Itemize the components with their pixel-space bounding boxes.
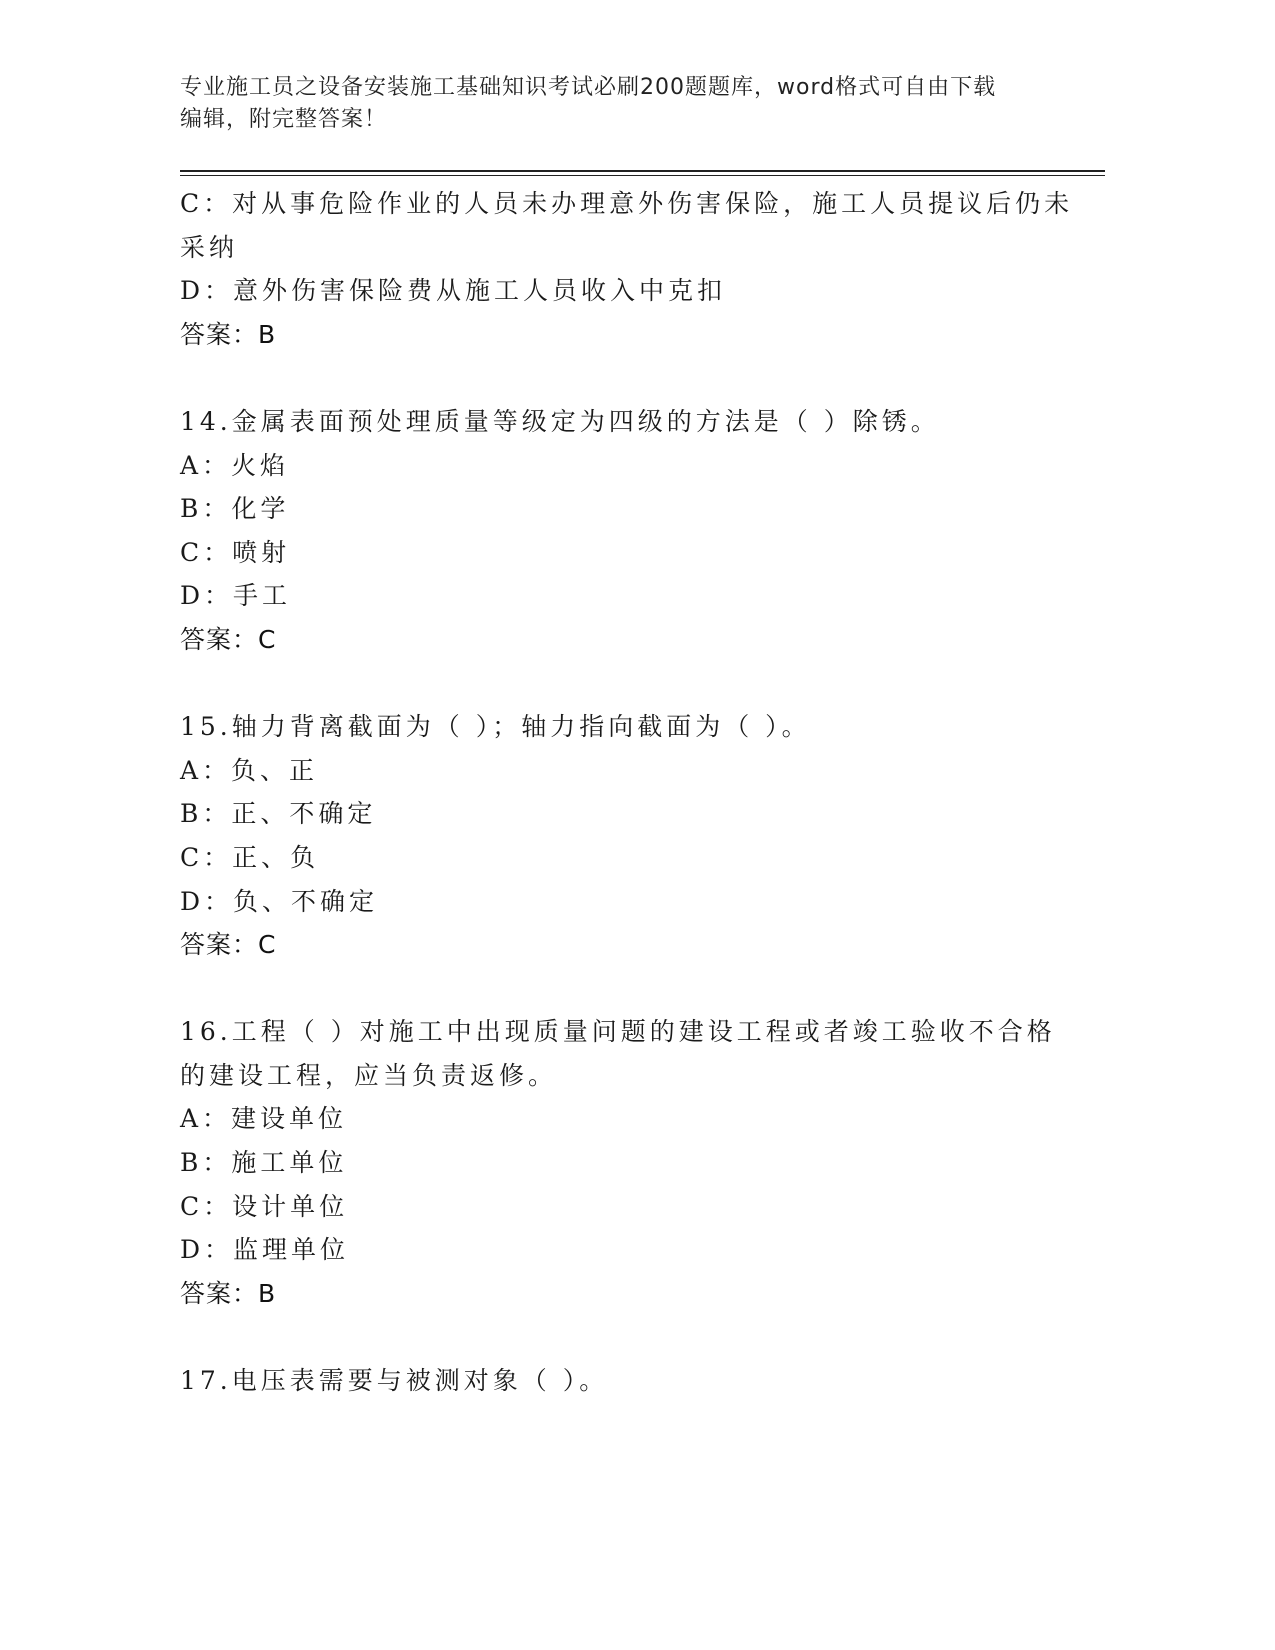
option-b: B：正、不确定: [180, 799, 377, 829]
option-c-line-1: C：对从事危险作业的人员未办理意外伤害保险，施工人员提议后仍未: [180, 189, 1074, 218]
question-text: 14.金属表面预处理质量等级定为四级的方法是（ ）除锈。: [180, 406, 940, 436]
option-c: C：正、负: [180, 842, 320, 872]
question-14: [180, 400, 1080, 662]
option-c: C：喷射: [180, 537, 291, 567]
option-b: B：施工单位: [180, 1148, 348, 1178]
answer: 答案：B: [180, 1278, 277, 1308]
option-d: D：手工: [180, 581, 292, 611]
option-b: B：化学: [180, 494, 290, 524]
question-text-line-1: 16.工程（ ）对施工中出现质量问题的建设工程或者竣工验收不合格: [180, 1017, 1056, 1047]
answer: 答案：B: [180, 319, 277, 349]
question-15: [180, 705, 1080, 967]
answer: 答案：C: [180, 624, 277, 654]
question-text-line-2: 的建设工程，应当负责返修。: [180, 1060, 558, 1090]
option-a: A：建设单位: [180, 1104, 348, 1134]
option-c: C：设计单位: [180, 1191, 349, 1221]
option-c-line-2: 采纳: [180, 232, 239, 262]
question-text: 15.轴力背离截面为（ ）；轴力指向截面为（ ）。: [180, 712, 811, 742]
header-title-line-1: 专业施工员之设备安装施工基础知识考试必刷200题题库，word格式可自由下载: [180, 75, 997, 100]
option-d: D：意外伤害保险费从施工人员收入中克扣: [180, 276, 727, 306]
question-text: 17.电压表需要与被测对象（ ）。: [180, 1366, 609, 1396]
option-d: D：负、不确定: [180, 886, 379, 916]
header-title-line-2: 编辑，附完整答案！: [180, 107, 388, 132]
spacer: [180, 356, 1080, 400]
option-a: A：火焰: [180, 450, 290, 480]
option-d: D：监理单位: [180, 1235, 350, 1265]
spacer: [180, 1315, 1080, 1359]
question-list: [180, 182, 1080, 1403]
spacer: [180, 662, 1080, 706]
question-13-continued: [180, 182, 1080, 356]
answer: 答案：C: [180, 930, 277, 960]
spacer: [180, 967, 1080, 1011]
question-17: [180, 1359, 1080, 1403]
option-a: A：负、正: [180, 755, 319, 785]
question-16: [180, 1010, 1080, 1315]
header-double-rule: [180, 170, 1105, 176]
document-header: [180, 72, 1040, 136]
